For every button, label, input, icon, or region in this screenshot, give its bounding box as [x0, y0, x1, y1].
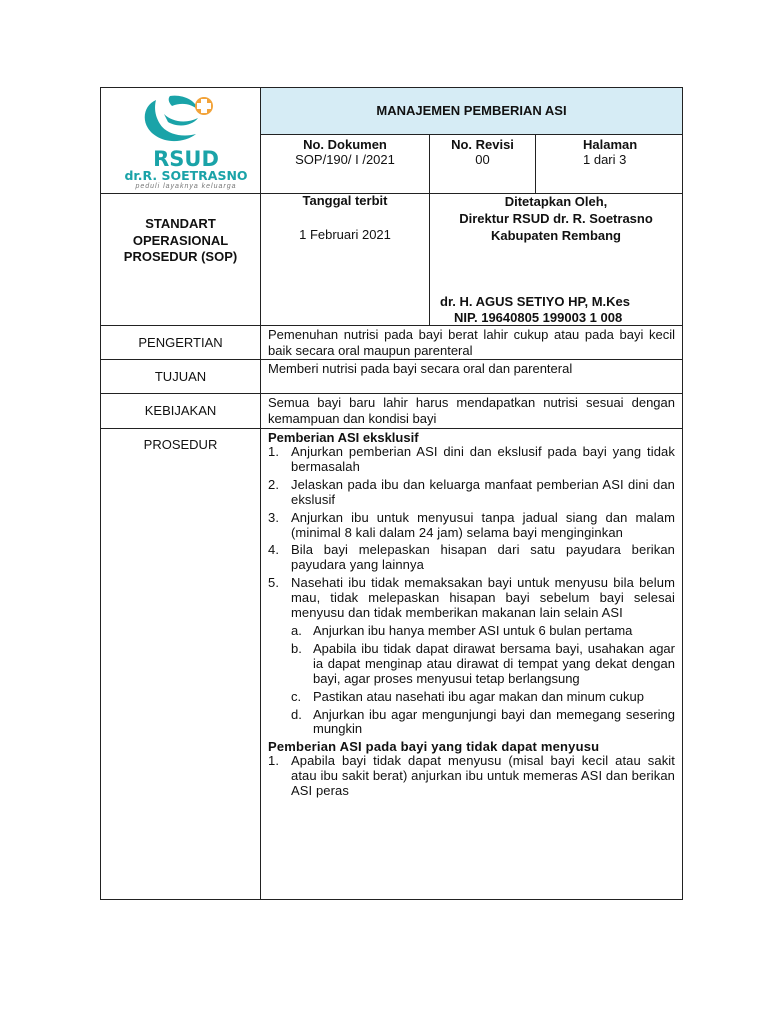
hospital-logo — [112, 92, 260, 190]
list-item: c. Pastikan atau nasehati ibu agar makan dan minum cukup — [291, 688, 644, 704]
table-border-bottom — [100, 899, 683, 900]
section-title-asi-tidak-menyusu: Pemberian ASI pada bayi yang tidak dapat menyusu — [268, 739, 600, 755]
logo-tagline: peduli layaknya keluarga — [135, 183, 237, 190]
approved-by-line1: Ditetapkan Oleh, — [504, 194, 608, 209]
list-item: b. Apabila ibu tidak dapat dirawat bersama bayi, usahakan agar ia dapat menginap atau dirawat di tempat yang dekat dengan bayi, agar proses menyusui tetap berlangsung — [291, 640, 675, 686]
page-label: Halaman — [583, 137, 638, 152]
approved-by-line2: Direktur RSUD dr. R. Soetrasno — [459, 211, 653, 226]
approved-by-line3: Kabupaten Rembang — [490, 228, 621, 243]
pengertian-text: Pemenuhan nutrisi pada bayi berat lahir cukup atau pada bayi kecil baik secara oral maupun parenteral — [268, 327, 675, 358]
list-item: a. Anjurkan ibu hanya member ASI untuk 6 bulan pertama — [291, 622, 633, 638]
revision-value: 00 — [475, 152, 490, 167]
doc-number-label: No. Dokumen — [303, 137, 387, 152]
list-item: 5. Nasehati ibu tidak memaksakan bayi untuk menyusu bila belum mau, tidak melepaskan hisapan bayi sebelum bayi selesai menyusu dan tidak memberikan makanan lain selain ASI — [268, 575, 675, 621]
list-item: 4. Bila bayi melepaskan hisapan dari satu payudara berikan payudara yang lainnya — [268, 542, 675, 573]
page-value: 1 dari 3 — [583, 152, 627, 167]
list-item: 3. Anjurkan ibu untuk menyusui tanpa jadual siang dan malam (minimal 8 kali dalam 24 jam) selama bayi menginginkan — [268, 509, 675, 540]
row-line-prosedur — [100, 428, 683, 429]
prosedur-content — [268, 430, 675, 799]
issue-date-value: 1 Februari 2021 — [299, 227, 391, 242]
logo-brand: RSUD — [153, 147, 219, 171]
sop-label: STANDART OPERASIONAL PROSEDUR (SOP) — [123, 216, 238, 264]
section-title-asi-eksklusif: Pemberian ASI eksklusif — [268, 430, 419, 445]
table-border-left — [100, 87, 101, 900]
list-item: 1. Apabila bayi tidak dapat menyusu (misal bayi kecil atau sakit atau ibu sakit berat) anjurkan ibu untuk memeras ASI dan berikan ASI peras — [268, 753, 675, 799]
kebijakan-text: Semua bayi baru lahir harus mendapatkan nutrisi sesuai dengan kemampuan dan kondisi bayi — [268, 395, 675, 426]
list-item: 2. Jelaskan pada ibu dan keluarga manfaat pemberian ASI dini dan ekslusif — [268, 476, 675, 507]
hands-cross-emblem-icon — [112, 92, 260, 152]
kebijakan-label: KEBIJAKAN — [144, 403, 217, 418]
prosedur-label: PROSEDUR — [143, 437, 218, 452]
doc-number-value: SOP/190/ I /2021 — [295, 152, 395, 167]
tujuan-label: TUJUAN — [154, 369, 207, 384]
list-item: 1. Anjurkan pemberian ASI dini dan ekslusif pada bayi yang tidak bermasalah — [268, 444, 675, 474]
col-divider-main — [260, 87, 261, 900]
row-line-tujuan — [100, 359, 683, 360]
asi-tidak-menyusu-steps — [268, 754, 675, 799]
issue-date-label: Tanggal terbit — [302, 193, 388, 208]
logo-hospital-name: dr.R. SOETRASNO — [124, 168, 248, 183]
signer-name: dr. H. AGUS SETIYO HP, M.Kes — [440, 294, 630, 309]
tujuan-text: Memberi nutrisi pada bayi secara oral dan parenteral — [268, 361, 573, 376]
asi-eksklusif-substeps — [268, 624, 675, 737]
row-line-title — [260, 134, 683, 135]
pengertian-label: PENGERTIAN — [138, 335, 223, 350]
table-border-top — [100, 87, 683, 88]
list-item: d. Anjurkan ibu agar mengunjungi bayi dan memegang sesering mungkin — [291, 706, 675, 737]
signer-nip: NIP. 19640805 199003 1 008 — [454, 310, 623, 325]
document-title: MANAJEMEN PEMBERIAN ASI — [376, 103, 567, 118]
revision-label: No. Revisi — [451, 137, 514, 152]
asi-eksklusif-steps — [268, 445, 675, 621]
table-border-right — [682, 87, 683, 900]
row-line-kebijakan — [100, 393, 683, 394]
